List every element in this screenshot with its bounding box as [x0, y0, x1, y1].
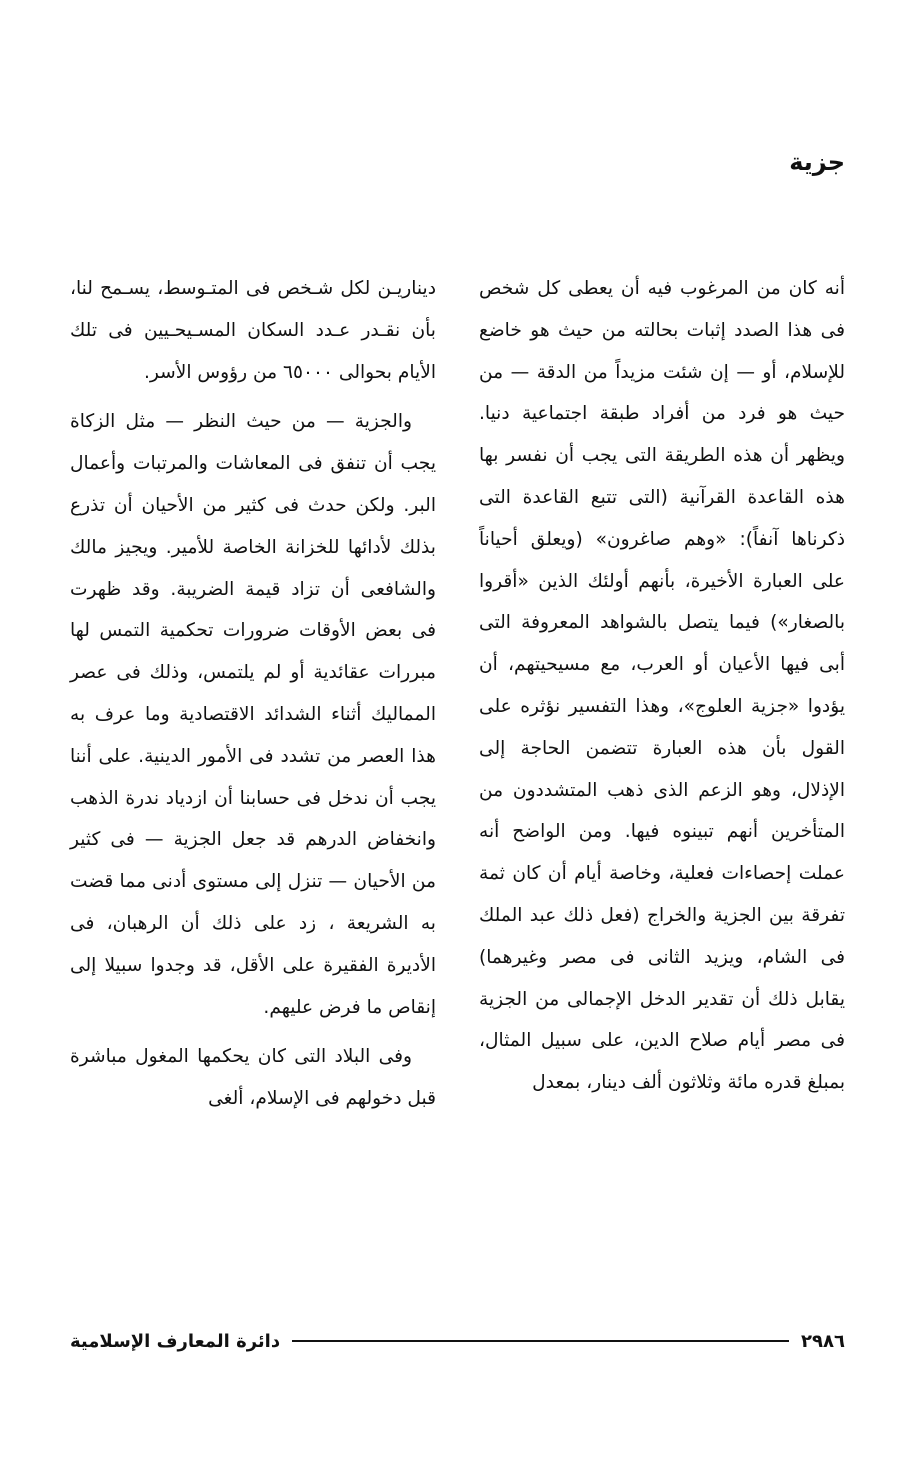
paragraph: ديناريـن لكل شـخص فى المتـوسط، يسـمح لنا، بأن نقـدر عـدد السكان المسـيحـيين فى تلك الأيام بحوالى ٦٥٠٠٠ من رؤوس الأسر. [70, 278, 436, 383]
page-footer [70, 1326, 845, 1356]
right-column [479, 268, 845, 1104]
running-head: جزية [789, 148, 845, 176]
paragraph: وفى البلاد التى كان يحكمها المغول مباشرة قبل دخولهم فى الإسلام، ألغى [70, 1046, 436, 1110]
left-column [70, 268, 436, 1120]
book-title: دائرة المعارف الإسلامية [70, 1330, 281, 1352]
paragraph: أنه كان من المرغوب فيه أن يعطى كل شخص فى هذا الصدد إثبات بحالته من حيث هو خاضع للإسلام، أو — إن شئت مزيداً من الدقة — من حيث هو فرد من أفراد طبقة اجتماعية دنيا. ويظهر أن هذه الطريقة التى يجب أن نفسر بها هذه القاعدة القرآنية (التى تتبع القاعدة التى ذكرناها آنفاً): «وهم صاغرون» (ويعلق أحياناً على العبارة الأخيرة، بأنهم أولئك الذين «أقروا بالصغار») فيما يتصل بالشواهد المعروفة التى أبى فيها الأعيان أو العرب، مع مسيحيتهم، أن يؤدوا «جزية العلوج»، وهذا التفسير نؤثره على القول بأن هذه العبارة تتضمن الحاجة إلى الإذلال، وهو الزعم الذى ذهب المتشددون من المتأخرين أنهم تبينوه فيها. ومن الواضح أنه عملت إحصاءات فعلية، وخاصة أيام أن كان ثمة تفرقة بين الجزية والخراج (فعل ذلك عبد الملك فى الشام، ويزيد الثانى فى مصر وغيرهما) يقابل ذلك أن تقدير الدخل الإجمالى من الجزية فى مصر أيام صلاح الدين، على سبيل المثال، بمبلغ قدره مائة وثلاثون ألف دينار، بمعدل [479, 278, 845, 1094]
paragraph: والجزية — من حيث النظر — مثل الزكاة يجب أن تنفق فى المعاشات والمرتبات وأعمال البر. ولكن حدث فى كثير من الأحيان أن تذرع بذلك لأدائها للخزانة الخاصة للأمير. ويجيز مالك والشافعى أن تزاد قيمة الضريبة. وقد ظهرت فى بعض الأوقات ضرورات تحكمية التمس لها مبررات عقائدية أو لم يلتمس، وذلك فى عصر المماليك أثناء الشدائد الاقتصادية وما عرف به هذا العصر من تشدد فى الأمور الدينية. على أننا يجب أن ندخل فى حسابنا أن ازدياد ندرة الذهب وانخفاض الدرهم قد جعل الجزية — فى كثير من الأحيان — تنزل إلى مستوى أدنى مما قضت به الشريعة ، زد على ذلك أن الرهبان، فى الأديرة الفقيرة على الأقل، قد وجدوا سبيلا إلى إنقاص ما فرض عليهم. [70, 411, 436, 1018]
footer-rule [292, 1340, 789, 1342]
page-number: ٢٩٨٦ [801, 1330, 845, 1352]
